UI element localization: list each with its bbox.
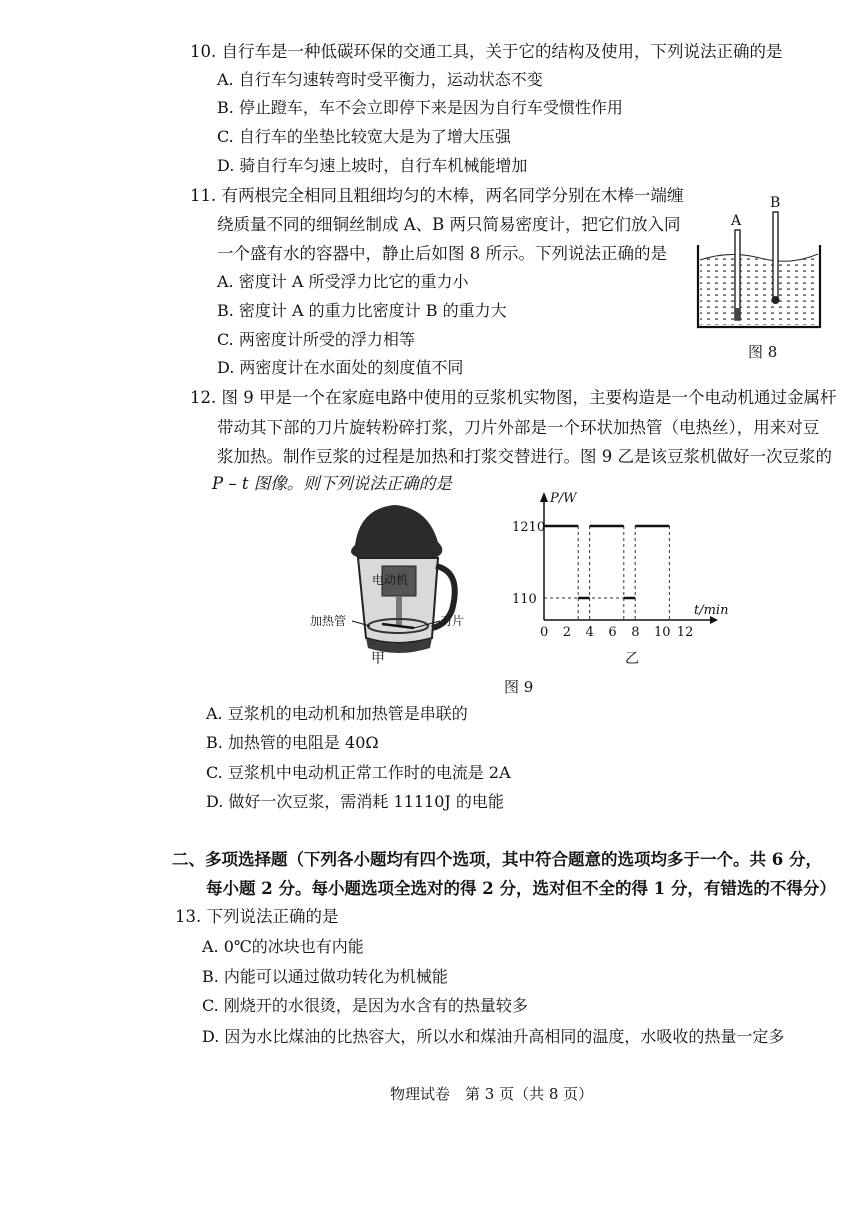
q11-option-b: B. 密度计 A 的重力比密度计 B 的重力大 bbox=[217, 301, 507, 320]
figure-9-caption: 图 9 bbox=[504, 678, 534, 696]
x-tick-label: 4 bbox=[585, 625, 594, 640]
figure-9a-soymilk-machine bbox=[300, 500, 470, 665]
water bbox=[700, 254, 818, 325]
x-tick-label: 8 bbox=[631, 625, 640, 640]
x-tick-label: 0 bbox=[540, 625, 549, 640]
q13-option-c: C. 刚烧开的水很烫，是因为水含有的热量较多 bbox=[202, 996, 528, 1015]
densitometer-a-label: A bbox=[731, 213, 742, 229]
q13-option-d: D. 因为水比煤油的比热容大，所以水和煤油升高相同的温度，水吸收的热量一定多 bbox=[202, 1027, 785, 1046]
q11-option-a: A. 密度计 A 所受浮力比它的重力小 bbox=[217, 272, 469, 291]
x-axis-label: t/min bbox=[694, 603, 729, 618]
figure-9b-pt-chart bbox=[500, 488, 740, 648]
q12-stem-line4: P – t 图像。则下列说法正确的是 bbox=[212, 474, 452, 493]
densitometer-a bbox=[735, 230, 740, 320]
q11-stem-line3: 一个盛有水的容器中，静止后如图 8 所示。下列说法正确的是 bbox=[217, 244, 667, 263]
section-2-heading-line2: 每小题 2 分。每小题选项全选对的得 2 分，选对但不全的得 1 分，有错选的不得分） bbox=[206, 879, 836, 898]
q12-option-c: C. 豆浆机中电动机正常工作时的电流是 2A bbox=[206, 763, 511, 782]
q12-option-a: A. 豆浆机的电动机和加热管是串联的 bbox=[206, 704, 468, 723]
q10-option-c: C. 自行车的坐垫比较宽大是为了增大压强 bbox=[217, 127, 511, 146]
motor-shaft bbox=[396, 596, 402, 626]
heater-label: 加热管 bbox=[310, 614, 347, 628]
chart-marks bbox=[544, 526, 669, 620]
x-tick-label: 6 bbox=[608, 625, 617, 640]
figure-9b-caption: 乙 bbox=[625, 651, 639, 667]
page-footer: 物理试卷 第 3 页（共 8 页） bbox=[390, 1085, 594, 1103]
q12-option-d: D. 做好一次豆浆，需消耗 11110J 的电能 bbox=[206, 792, 504, 811]
q12-stem-line2: 带动其下部的刀片旋转粉碎打浆，刀片外部是一个环状加热管（电热丝），用来对豆 bbox=[217, 418, 820, 437]
figure-8-caption: 图 8 bbox=[748, 343, 778, 361]
q11-option-c: C. 两密度计所受的浮力相等 bbox=[217, 330, 415, 349]
q11-stem-line2: 绕质量不同的细铜丝制成 A、B 两只简易密度计，把它们放入同 bbox=[217, 215, 681, 234]
q13-stem: 13. 下列说法正确的是 bbox=[175, 907, 339, 926]
densitometer-b-weight bbox=[772, 296, 780, 304]
q10-stem: 10. 自行车是一种低碳环保的交通工具，关于它的结构及使用，下列说法正确的是 bbox=[190, 42, 783, 61]
q11-option-d: D. 两密度计在水面处的刻度值不同 bbox=[217, 358, 464, 377]
densitometer-b-label: B bbox=[770, 195, 781, 211]
y-axis-arrow bbox=[540, 492, 548, 502]
q12-stem-line3: 浆加热。制作豆浆的过程是加热和打浆交替进行。图 9 乙是该豆浆机做好一次豆浆的 bbox=[217, 447, 832, 466]
machine-lid bbox=[351, 505, 442, 558]
y-axis-label: P/W bbox=[550, 491, 577, 506]
q12-option-b: B. 加热管的电阻是 40Ω bbox=[206, 733, 379, 752]
motor-label: 电动机 bbox=[372, 573, 409, 587]
figure-9a-caption: 甲 bbox=[371, 651, 385, 667]
q13-option-b: B. 内能可以通过做功转化为机械能 bbox=[202, 967, 448, 986]
figure-8-densitometers bbox=[690, 190, 830, 340]
q10-option-b: B. 停止蹬车，车不会立即停下来是因为自行车受惯性作用 bbox=[217, 98, 623, 117]
x-tick-label: 2 bbox=[562, 625, 572, 640]
x-tick-label: 12 bbox=[676, 625, 694, 640]
q10-option-d: D. 骑自行车匀速上坡时，自行车机械能增加 bbox=[217, 156, 528, 175]
x-tick-label: 10 bbox=[654, 625, 671, 640]
q13-option-a: A. 0℃的冰块也有内能 bbox=[202, 937, 364, 956]
q12-stem-line1: 12. 图 9 甲是一个在家庭电路中使用的豆浆机实物图，主要构造是一个电动机通过金属杆 bbox=[190, 388, 837, 407]
y-tick-label: 1210 bbox=[512, 520, 546, 535]
y-tick-label: 110 bbox=[512, 592, 537, 607]
q10-option-a: A. 自行车匀速转弯时受平衡力，运动状态不变 bbox=[217, 70, 543, 89]
densitometer-a-weight bbox=[735, 308, 740, 320]
chart-axes bbox=[512, 491, 728, 640]
section-2-heading-line1: 二、多项选择题（下列各小题均有四个选项，其中符合题意的选项均多于一个。共 6 分， bbox=[172, 850, 822, 869]
q11-stem-line1: 11. 有两根完全相同且粗细均匀的木棒，两名同学分别在木棒一端缠 bbox=[190, 186, 684, 205]
densitometer-b bbox=[773, 212, 778, 300]
blade-label: 刀片 bbox=[440, 614, 465, 628]
